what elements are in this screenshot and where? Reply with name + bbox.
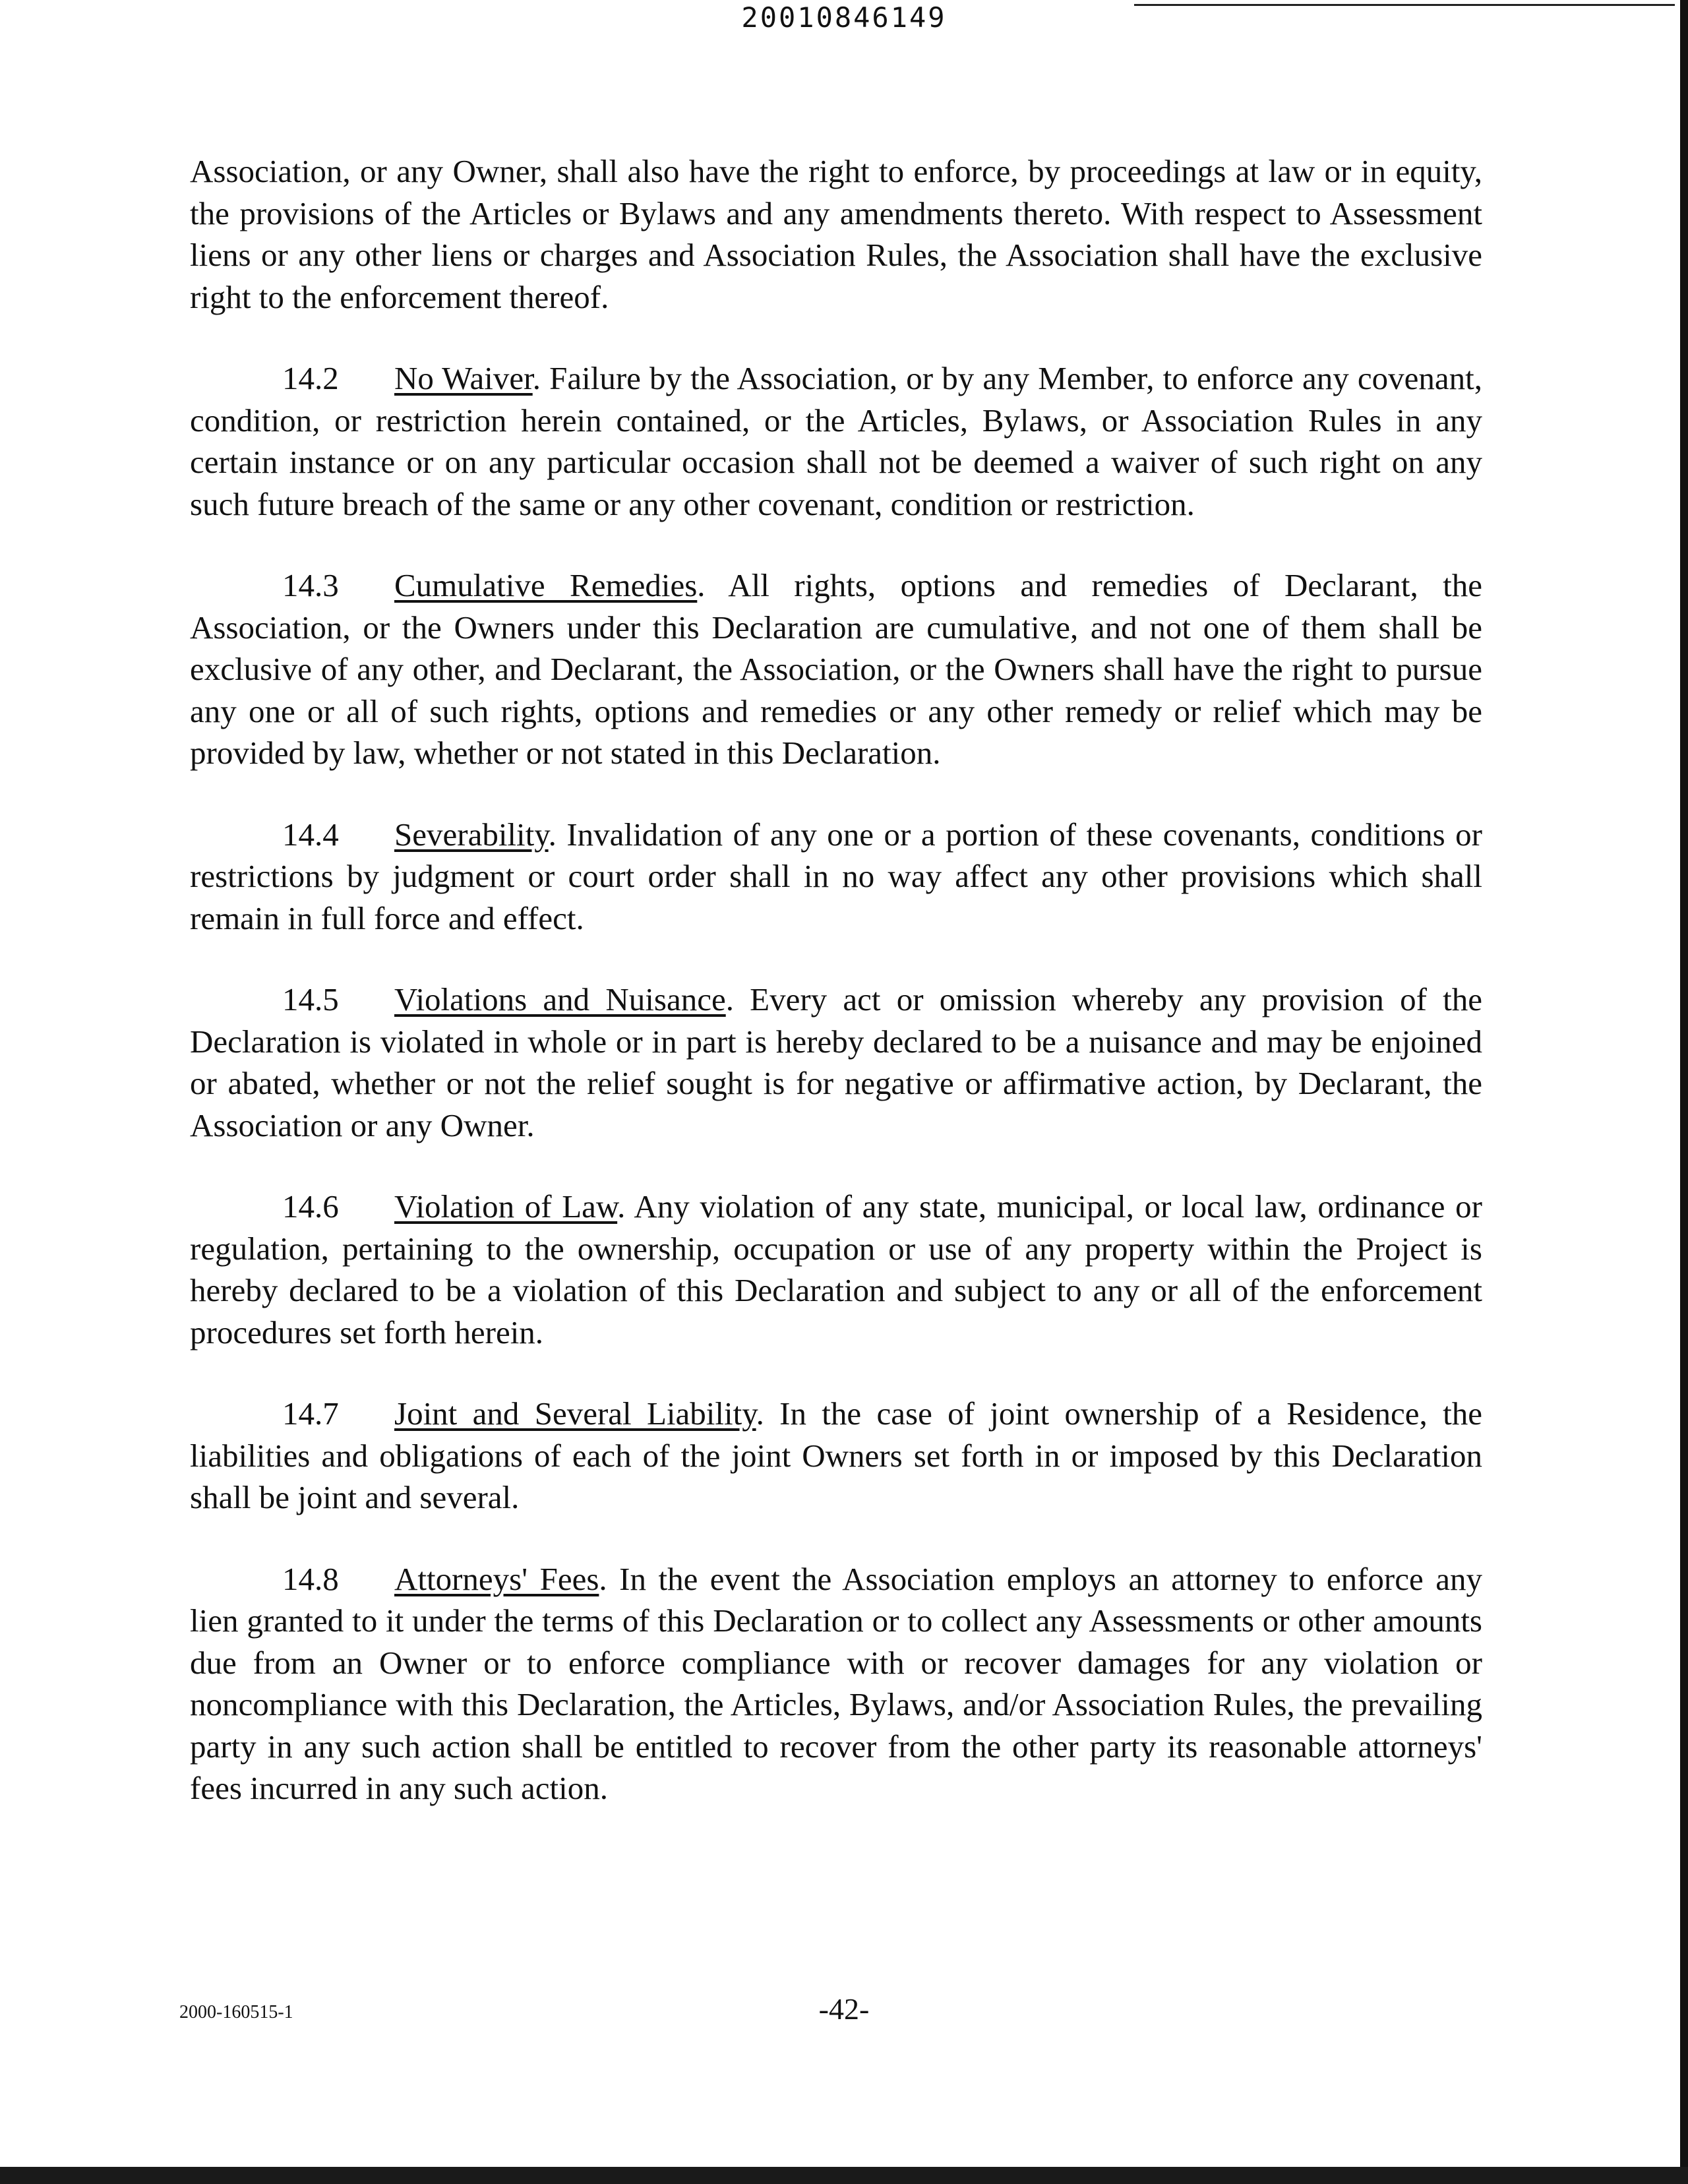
section-number: 14.5 (282, 981, 339, 1017)
section-text: Invalidation of any one or a portion of these covenants, conditions or restrictions by judgment or court order shall in no way affect any other provisions which shall remain in full force and effect. (190, 816, 1482, 936)
section-text: Any violation of any state, municipal, or local law, ordinance or regulation, pertaining to the ownership, occupation or use of any property within the Project is hereby declared to be a violation of this Declaration and subject to any or all of the enforcement procedures set forth herein. (190, 1188, 1482, 1350)
scan-right-edge (1680, 0, 1688, 2184)
section-14-7: 14.7 Joint and Several Liability. In the case of joint ownership of a Residence, the liabilities and obligations of each of the joint Owners set forth in or imposed by this Declaration shall be joint and several. (190, 1393, 1482, 1519)
section-heading: Violations and Nuisance (394, 981, 726, 1017)
section-heading: Joint and Several Liability (394, 1395, 756, 1432)
continuation-paragraph: Association, or any Owner, shall also have the right to enforce, by proceedings at law or in equity, the provisions of the Articles or Bylaws and any amendments thereto. With respect to Assessment liens or any other liens or charges and Association Rules, the Association shall have the exclusive right to the enforcement thereof. (190, 153, 1482, 315)
section-number: 14.2 (282, 360, 339, 396)
scan-bottom-edge (0, 2167, 1688, 2184)
document-number: 20010846149 (741, 1, 947, 34)
section-heading: Cumulative Remedies (394, 567, 698, 603)
section-number: 14.7 (282, 1395, 339, 1432)
section-number: 14.3 (282, 567, 339, 603)
section-14-3: 14.3 Cumulative Remedies. All rights, options and remedies of Declarant, the Association, or the Owners under this Declaration are cumulative, and not one of them shall be exclusive of any other, and Declarant, the Association, or the Owners shall have the right to pursue any one or all of such rights, options and remedies or any other remedy or relief which may be provided by law, whether or not stated in this Declaration. (190, 564, 1482, 774)
section-14-2: 14.2 No Waiver. Failure by the Association, or by any Member, to enforce any covenant, condition, or restriction herein contained, or the Articles, Bylaws, or Association Rules in any certain instance or on any particular occasion shall not be deemed a waiver of such right on any such future breach of the same or any other covenant, condition or restriction. (190, 357, 1482, 525)
section-text: In the case of joint ownership of a Residence, the liabilities and obligations of each of the joint Owners set forth in or imposed by this Declaration shall be joint and several. (190, 1395, 1483, 1515)
section-heading: Violation of Law (394, 1188, 618, 1225)
section-heading: Attorneys' Fees (394, 1560, 599, 1597)
section-number: 14.6 (282, 1188, 339, 1225)
section-14-6: 14.6 Violation of Law. Any violation of any state, municipal, or local law, ordinance or regulation, pertaining to the ownership, occupation or use of any property within the Project is hereby declared to be a violation of this Declaration and subject to any or all of the enforcement procedures set forth herein. (190, 1186, 1482, 1353)
document-body (190, 150, 1482, 1849)
section-text: In the event the Association employs an attorney to enforce any lien granted to it under the terms of this Declaration or to collect any Assessments or other amounts due from an Owner or to enforce compliance with or recover damages for any violation or noncompliance with this Declaration, the Articles, Bylaws, and/or Association Rules, the prevailing party in any such action shall be entitled to recover from the other party its reasonable attorneys' fees incurred in any such action. (190, 1560, 1482, 1806)
section-text: Every act or omission whereby any provision of the Declaration is violated in whole or in part is hereby declared to be a nuisance and may be enjoined or abated, whether or not the relief sought is for negative or affirmative action, by Declarant, the Association or any Owner. (190, 981, 1482, 1143)
section-text: Failure by the Association, or by any Member, to enforce any covenant, condition, or restriction herein contained, or the Articles, Bylaws, or Association Rules in any certain instance or on any particular occasion shall not be deemed a waiver of such right on any such future breach of the same or any other covenant, condition or restriction. (190, 360, 1482, 522)
section-number: 14.8 (282, 1560, 339, 1597)
section-14-4: 14.4 Severability. Invalidation of any one or a portion of these covenants, conditions or restrictions by judgment or court order shall in no way affect any other provisions which shall remain in full force and effect. (190, 814, 1482, 940)
page-number: -42- (818, 1992, 870, 2026)
section-14-5: 14.5 Violations and Nuisance. Every act or omission whereby any provision of the Declaration is violated in whole or in part is hereby declared to be a nuisance and may be enjoined or abated, whether or not the relief sought is for negative or affirmative action, by Declarant, the Association or any Owner. (190, 979, 1482, 1146)
section-14-8: 14.8 Attorneys' Fees. In the event the Association employs an attorney to enforce any lien granted to it under the terms of this Declaration or to collect any Assessments or other amounts due from an Owner or to enforce compliance with or recover damages for any violation or noncompliance with this Declaration, the Articles, Bylaws, and/or Association Rules, the prevailing party in any such action shall be entitled to recover from the other party its reasonable attorneys' fees incurred in any such action. (190, 1558, 1482, 1809)
footer-document-code: 2000-160515-1 (179, 2002, 293, 2022)
section-number: 14.4 (282, 816, 339, 853)
section-heading: No Waiver (394, 360, 533, 396)
section-text: All rights, options and remedies of Declarant, the Association, or the Owners under this Declaration are cumulative, and not one of them shall be exclusive of any other, and Declarant, the Association, or the Owners shall have the right to pursue any one or all of such rights, options and remedies or any other remedy or relief which may be provided by law, whether or not stated in this Declaration. (190, 567, 1482, 771)
section-heading: Severability (394, 816, 549, 853)
